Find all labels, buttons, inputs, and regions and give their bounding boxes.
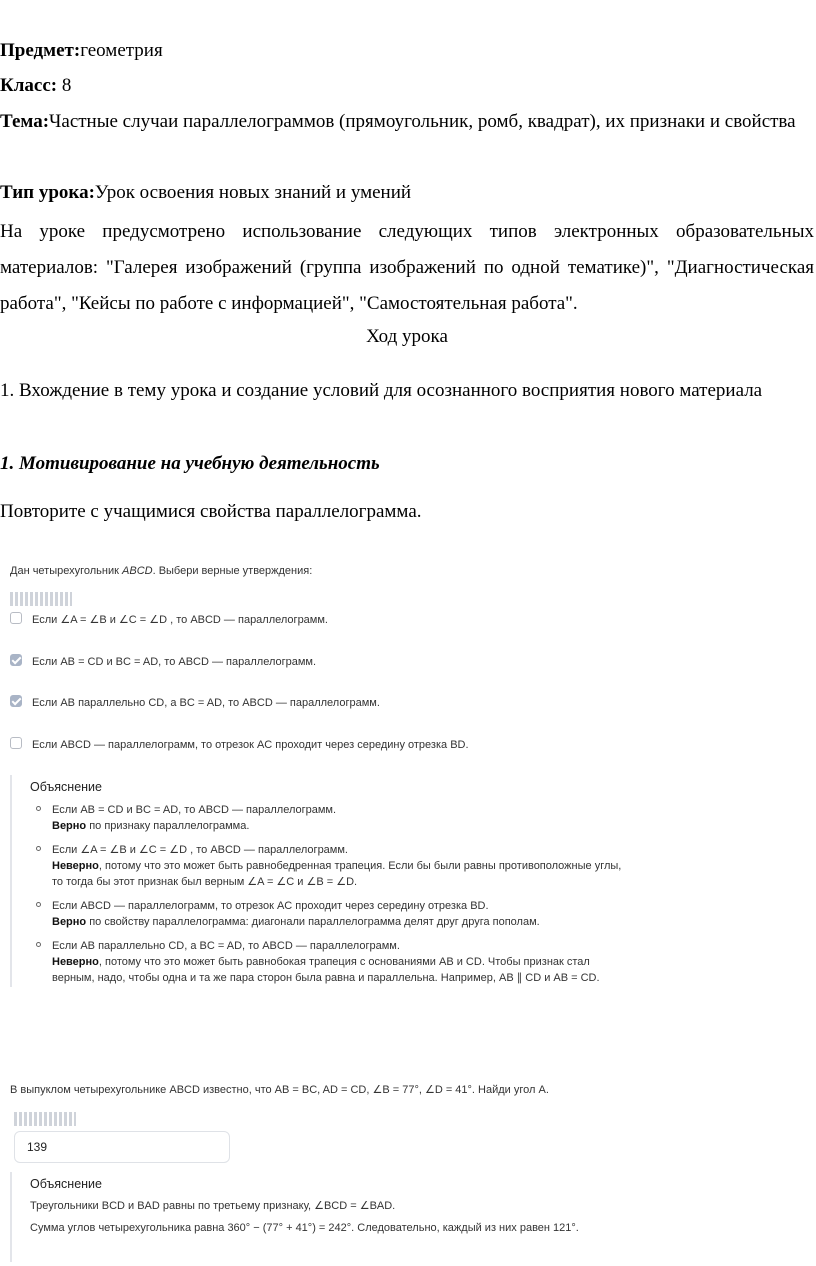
subject-label: Предмет: (0, 40, 81, 61)
bullet-icon (36, 846, 41, 851)
explanation-item: Если ∠A = ∠B и ∠C = ∠D , то ABCD — параллелограмм. Неверно, потому что это может быть равнобедренная трапеция. Если бы были равны противоположные углы, то тогда бы этот признак был верным ∠A = ∠C и ∠B = ∠D. (52, 844, 622, 888)
topic-label: Тема: (0, 111, 50, 132)
task1-explanation (10, 775, 648, 987)
bullet-icon (36, 902, 41, 907)
option2-label: Если AB = CD и BC = AD, то ABCD — параллелограмм. (32, 656, 317, 668)
intro-paragraph: На уроке предусмотрено использование следующих типов электронных образовательных материалов: "Галерея изображений (группа изображений по одной тематике)", "Диагностическая работа", "Кейсы по работе с информацией", "Самостоятельная работа". (0, 221, 814, 314)
answer-input[interactable]: 139 (14, 1131, 230, 1163)
course-heading: Ход урока (366, 326, 448, 347)
task1-code-bar (10, 592, 72, 606)
task2-prompt: В выпуклом четырехугольнике ABCD известно, что AB = BC, AD = CD, ∠B = 77°, ∠D = 41°. Найди угол A. (10, 1084, 549, 1096)
explanation-title: Объяснение (30, 1177, 102, 1191)
explanation-item: Если AB = CD и BC = AD, то ABCD — параллелограмм. Верно по признаку параллелограмма. (52, 804, 337, 832)
class-value: 8 (57, 75, 72, 96)
option4-checkbox[interactable] (10, 737, 22, 749)
task2-code-bar (14, 1112, 76, 1126)
option3-checkbox[interactable] (10, 695, 22, 707)
explanation-line: Сумма углов четырехугольника равна 360° − (77° + 41°) = 242°. Следовательно, каждый из них равен 121°. (30, 1222, 579, 1234)
task1-prompt: Дан четырехугольник ABCD. Выбери верные утверждения: (10, 565, 313, 577)
explanation-line: Треугольники BCD и BAD равны по третьему признаку, ∠BCD = ∠BAD. (30, 1200, 396, 1212)
subsection-heading: 1. Мотивирование на учебную деятельность (0, 453, 380, 474)
instruction-text: Повторите с учащимися свойства параллелограмма. (0, 501, 422, 522)
explanation-item: Если ABCD — параллелограмм, то отрезок AC проходит через середину отрезка BD. Верно по свойству параллелограмма: диагонали параллелограмма делят друг друга пополам. (52, 900, 540, 928)
lesson-type-line (0, 178, 814, 208)
option3-label: Если AB параллельно CD, а BC = AD, то ABCD — параллелограмм. (32, 697, 380, 709)
subject-line (0, 36, 814, 66)
subject-value: геометрия (80, 40, 163, 61)
topic-line (0, 107, 814, 137)
option1-checkbox[interactable] (10, 612, 22, 624)
option1-label: Если ∠A = ∠B и ∠C = ∠D , то ABCD — параллелограмм. (32, 614, 328, 626)
explanation-title: Объяснение (30, 780, 102, 794)
lesson-type-value: Урок освоения новых знаний и умений (94, 182, 412, 203)
topic-value: Частные случаи параллелограммов (прямоугольник, ромб, квадрат), их признаки и свойства (49, 111, 796, 132)
option4-label: Если ABCD — параллелограмм, то отрезок AC проходит через середину отрезка BD. (32, 739, 469, 751)
option2-checkbox[interactable] (10, 654, 22, 666)
bullet-icon (36, 942, 41, 947)
task2-explanation (10, 1172, 648, 1262)
explanation-item: Если AB параллельно CD, а BC = AD, то ABCD — параллелограмм. Неверно, потому что это может быть равнобокая трапеция с основаниями AB и CD. Чтобы признак стал верным, надо, чтобы одна и та же пара сторон была равна и параллельна. Например, AB ∥ CD и AB = CD. (52, 940, 600, 984)
class-line (0, 71, 814, 101)
bullet-icon (36, 806, 41, 811)
section-heading: 1. Вхождение в тему урока и создание условий для осознанного восприятия нового материала (0, 380, 763, 401)
lesson-type-label: Тип урока: (0, 182, 95, 203)
class-label: Класс: (0, 75, 58, 96)
